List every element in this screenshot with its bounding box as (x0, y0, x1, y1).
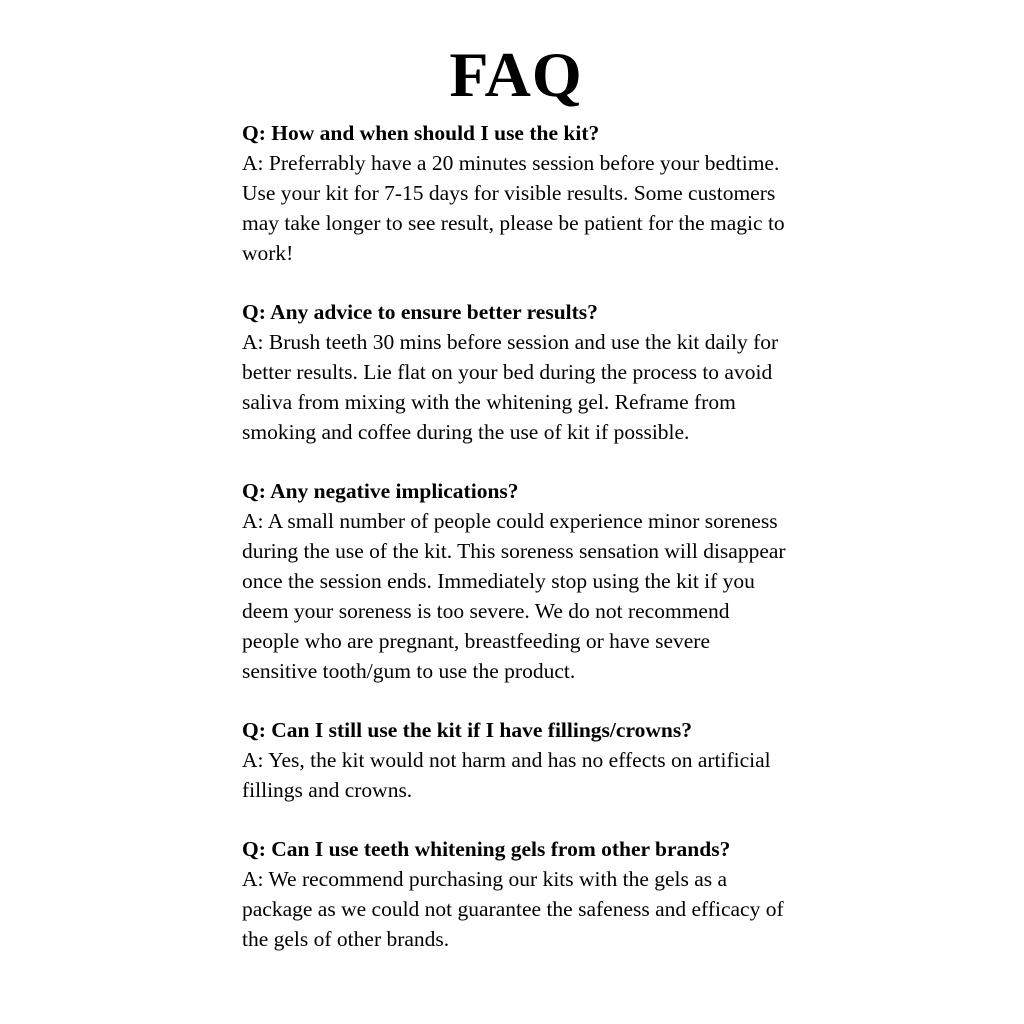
faq-answer: A: A small number of people could experience minor soreness during the use of the kit. This soreness sensation will disappear once the session ends. Immediately stop using the kit if you deem your soreness is too severe. We do not recommend people who are pregnant, breastfeeding or have severe sensitive tooth/gum to use the product. (242, 509, 786, 683)
faq-answer: A: We recommend purchasing our kits with the gels as a package as we could not guarantee the safeness and efficacy of the gels of other brands. (242, 867, 784, 951)
faq-item (242, 715, 790, 805)
page-title: FAQ (449, 39, 583, 110)
faq-answer: A: Preferrably have a 20 minutes session before your bedtime. Use your kit for 7-15 days for visible results. Some customers may take longer to see result, please be patient for the magic to work! (242, 151, 785, 265)
faq-item (242, 476, 790, 686)
faq-item (242, 118, 790, 268)
faq-question: Q: How and when should I use the kit? (242, 121, 600, 145)
faq-answer: A: Yes, the kit would not harm and has no effects on artificial fillings and crowns. (242, 748, 771, 802)
faq-answer: A: Brush teeth 30 mins before session and use the kit daily for better results. Lie flat on your bed during the process to avoid saliva from mixing with the whitening gel. Reframe from smoking and coffee during the use of kit if possible. (242, 330, 779, 444)
faq-content (242, 40, 790, 954)
faq-item (242, 834, 790, 954)
faq-item (242, 297, 790, 447)
faq-question: Q: Can I use teeth whitening gels from other brands? (242, 837, 731, 861)
faq-question: Q: Any advice to ensure better results? (242, 300, 598, 324)
faq-list (242, 118, 790, 954)
faq-question: Q: Any negative implications? (242, 479, 519, 503)
faq-question: Q: Can I still use the kit if I have fillings/crowns? (242, 718, 692, 742)
